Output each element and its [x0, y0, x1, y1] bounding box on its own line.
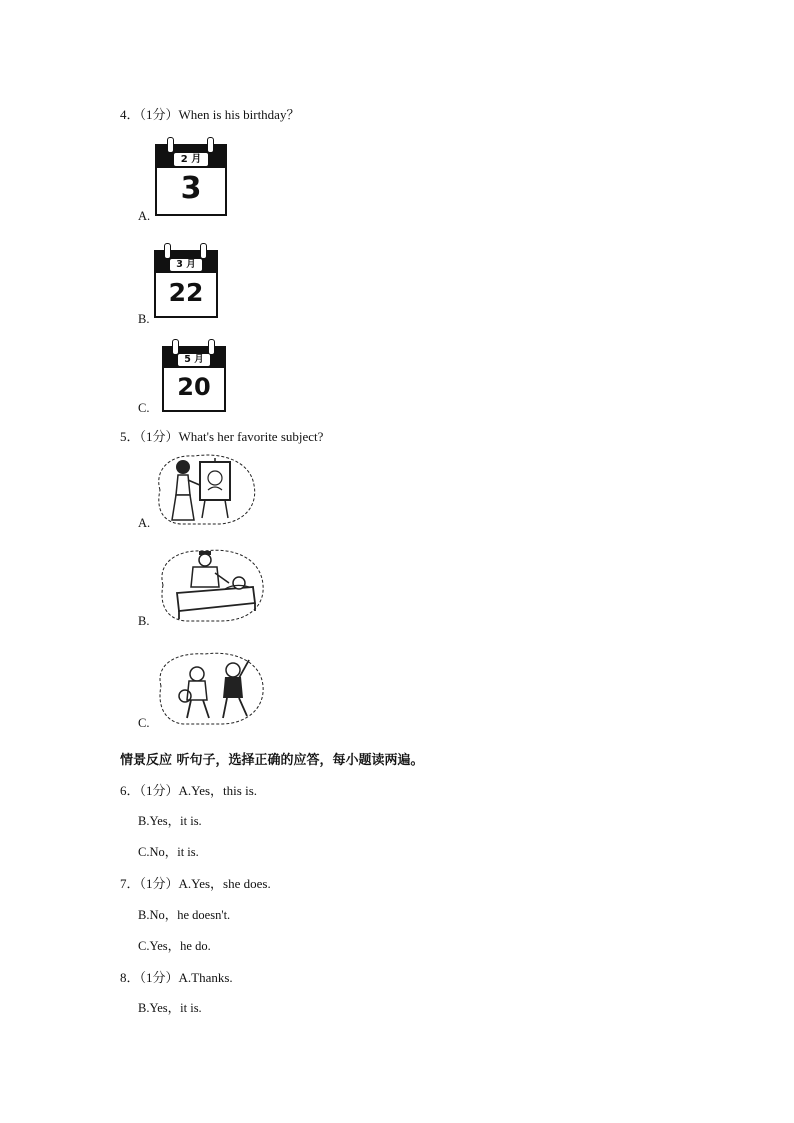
- section-heading: 情景反应 听句子，选择正确的应答，每小题读两遍。: [120, 753, 424, 768]
- calendar-c-month: 5 月: [178, 354, 210, 366]
- question-7-prompt: 7．（1分）A.Yes，she does.: [120, 876, 271, 891]
- nurse-bed-scene-icon: [155, 545, 267, 625]
- q4-option-a-letter[interactable]: A.: [138, 209, 151, 223]
- q6-option-c[interactable]: C.No，it is.: [138, 845, 199, 859]
- calendar-b-day: 22: [168, 278, 204, 307]
- q4-option-c-letter[interactable]: C.: [138, 401, 150, 415]
- q6-option-b[interactable]: B.Yes，it is.: [138, 814, 202, 828]
- sports-scene-icon: [153, 648, 267, 728]
- calendar-option-b-icon: [154, 250, 218, 318]
- q4-option-b-letter[interactable]: B.: [138, 312, 150, 326]
- q5-option-c-letter[interactable]: C.: [138, 716, 150, 730]
- calendar-a-day: 3: [180, 171, 202, 206]
- q5-option-b-letter[interactable]: B.: [138, 614, 150, 628]
- q7-option-b[interactable]: B.No，he doesn't.: [138, 908, 231, 922]
- q5-option-a-letter[interactable]: A.: [138, 516, 151, 530]
- calendar-c-day: 20: [177, 373, 211, 401]
- question-4-prompt: 4．（1分）When is his birthday？: [120, 107, 300, 122]
- q7-option-c[interactable]: C.Yes，he do.: [138, 939, 211, 953]
- q8-option-b[interactable]: B.Yes，it is.: [138, 1001, 202, 1015]
- question-5-prompt: 5．（1分）What's her favorite subject?: [120, 429, 324, 444]
- question-6-prompt: 6．（1分）A.Yes，this is.: [120, 783, 258, 798]
- calendar-b-month: 3 月: [170, 259, 202, 271]
- question-8-prompt: 8．（1分）A.Thanks.: [120, 970, 233, 985]
- calendar-a-month: 2 月: [174, 153, 208, 166]
- calendar-option-c-icon: [162, 346, 226, 412]
- painting-scene-icon: [150, 450, 260, 528]
- calendar-option-a-icon: [155, 144, 227, 216]
